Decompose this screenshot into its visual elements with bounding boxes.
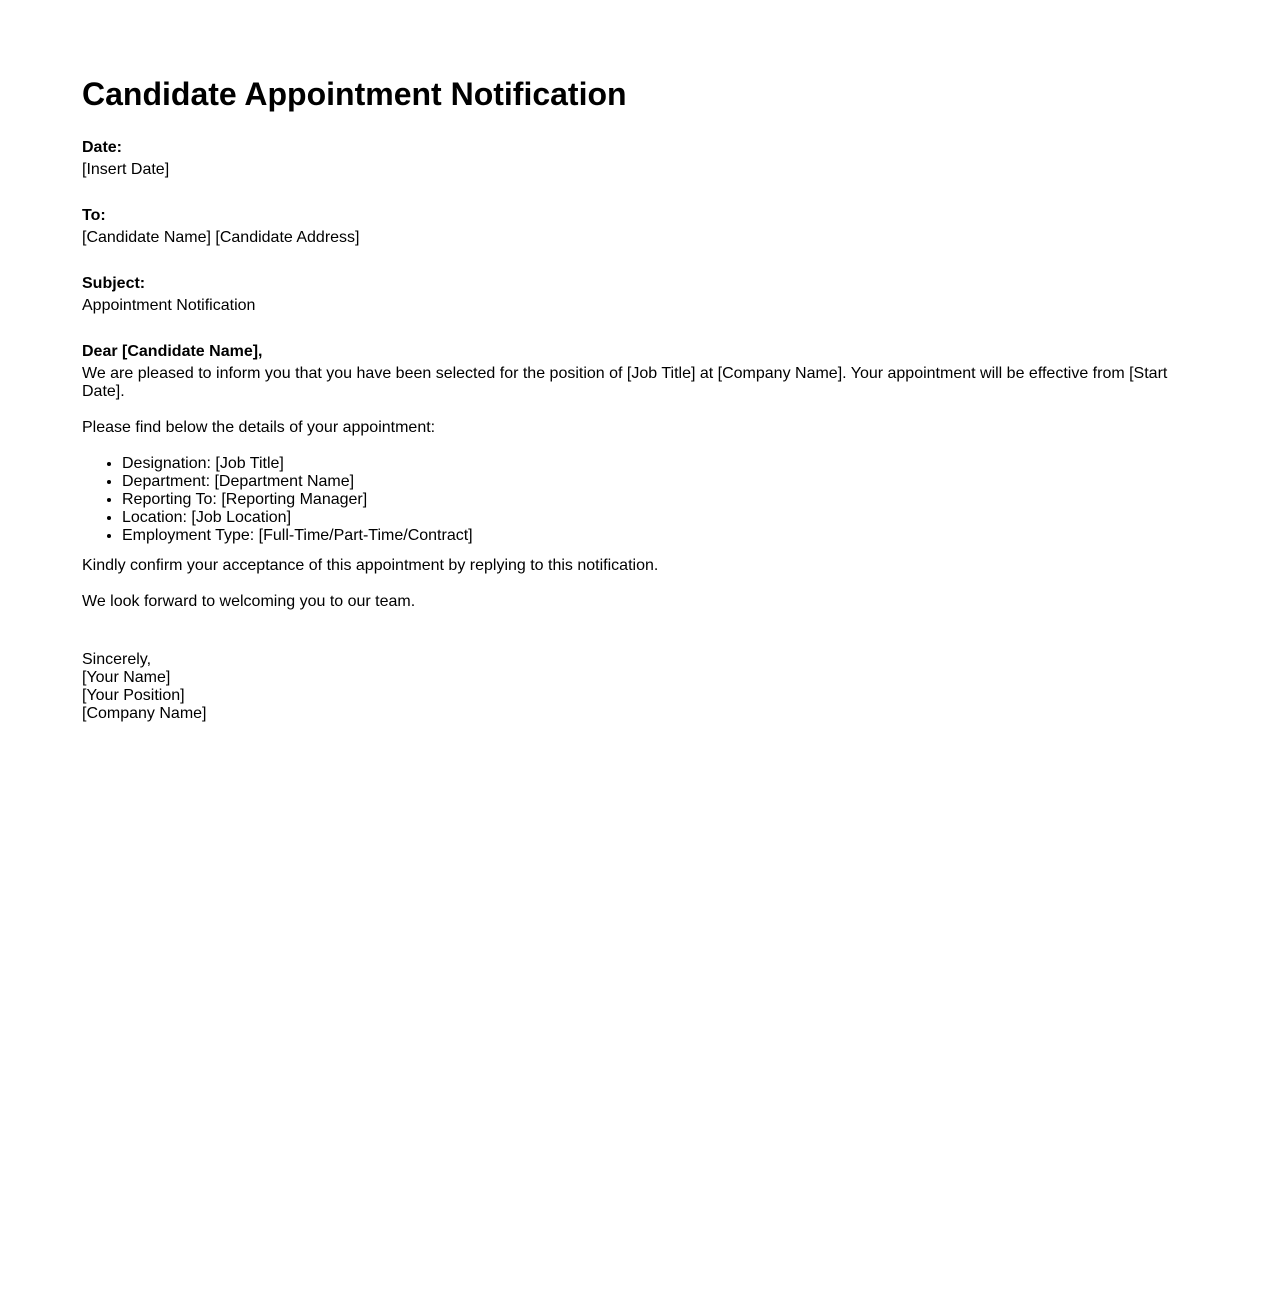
list-item-reporting-to: • Reporting To: [Reporting Manager] (122, 491, 1182, 509)
greeting: Dear [Candidate Name], (82, 343, 263, 360)
list-item-designation: • Designation: [Job Title] (122, 455, 1182, 473)
subject-field (82, 275, 1182, 315)
page-title: Candidate Appointment Notification (82, 76, 627, 112)
date-label: Date: (82, 139, 123, 156)
list-item-location: • Location: [Job Location] (122, 509, 1182, 527)
subject-value: Appointment Notification (82, 297, 256, 314)
subject-label: Subject: (82, 275, 146, 292)
welcome-paragraph: We look forward to welcoming you to our team. (82, 593, 416, 610)
date-field (82, 139, 1182, 179)
signer-name: [Your Name] (82, 669, 171, 686)
list-item-department: • Department: [Department Name] (122, 473, 1182, 491)
to-label: To: (82, 207, 106, 224)
intro-paragraph: We are pleased to inform you that you have been selected for the position of [Job Title] at [Company Name]. Your appointment will be effective from [Start Date]. (82, 365, 1168, 400)
confirm-paragraph: Kindly confirm your acceptance of this appointment by replying to this notification. (82, 557, 659, 574)
to-field (82, 207, 1182, 247)
to-value: [Candidate Name] [Candidate Address] (82, 229, 360, 246)
signer-company: [Company Name] (82, 705, 207, 722)
list-item-employment-type: • Employment Type: [Full-Time/Part-Time/Contract] (122, 527, 1182, 545)
closing-block (82, 651, 1182, 723)
details-list (82, 455, 1182, 545)
signer-position: [Your Position] (82, 687, 185, 704)
details-intro: Please find below the details of your appointment: (82, 419, 436, 436)
date-value: [Insert Date] (82, 161, 170, 178)
signoff: Sincerely, (82, 651, 152, 668)
